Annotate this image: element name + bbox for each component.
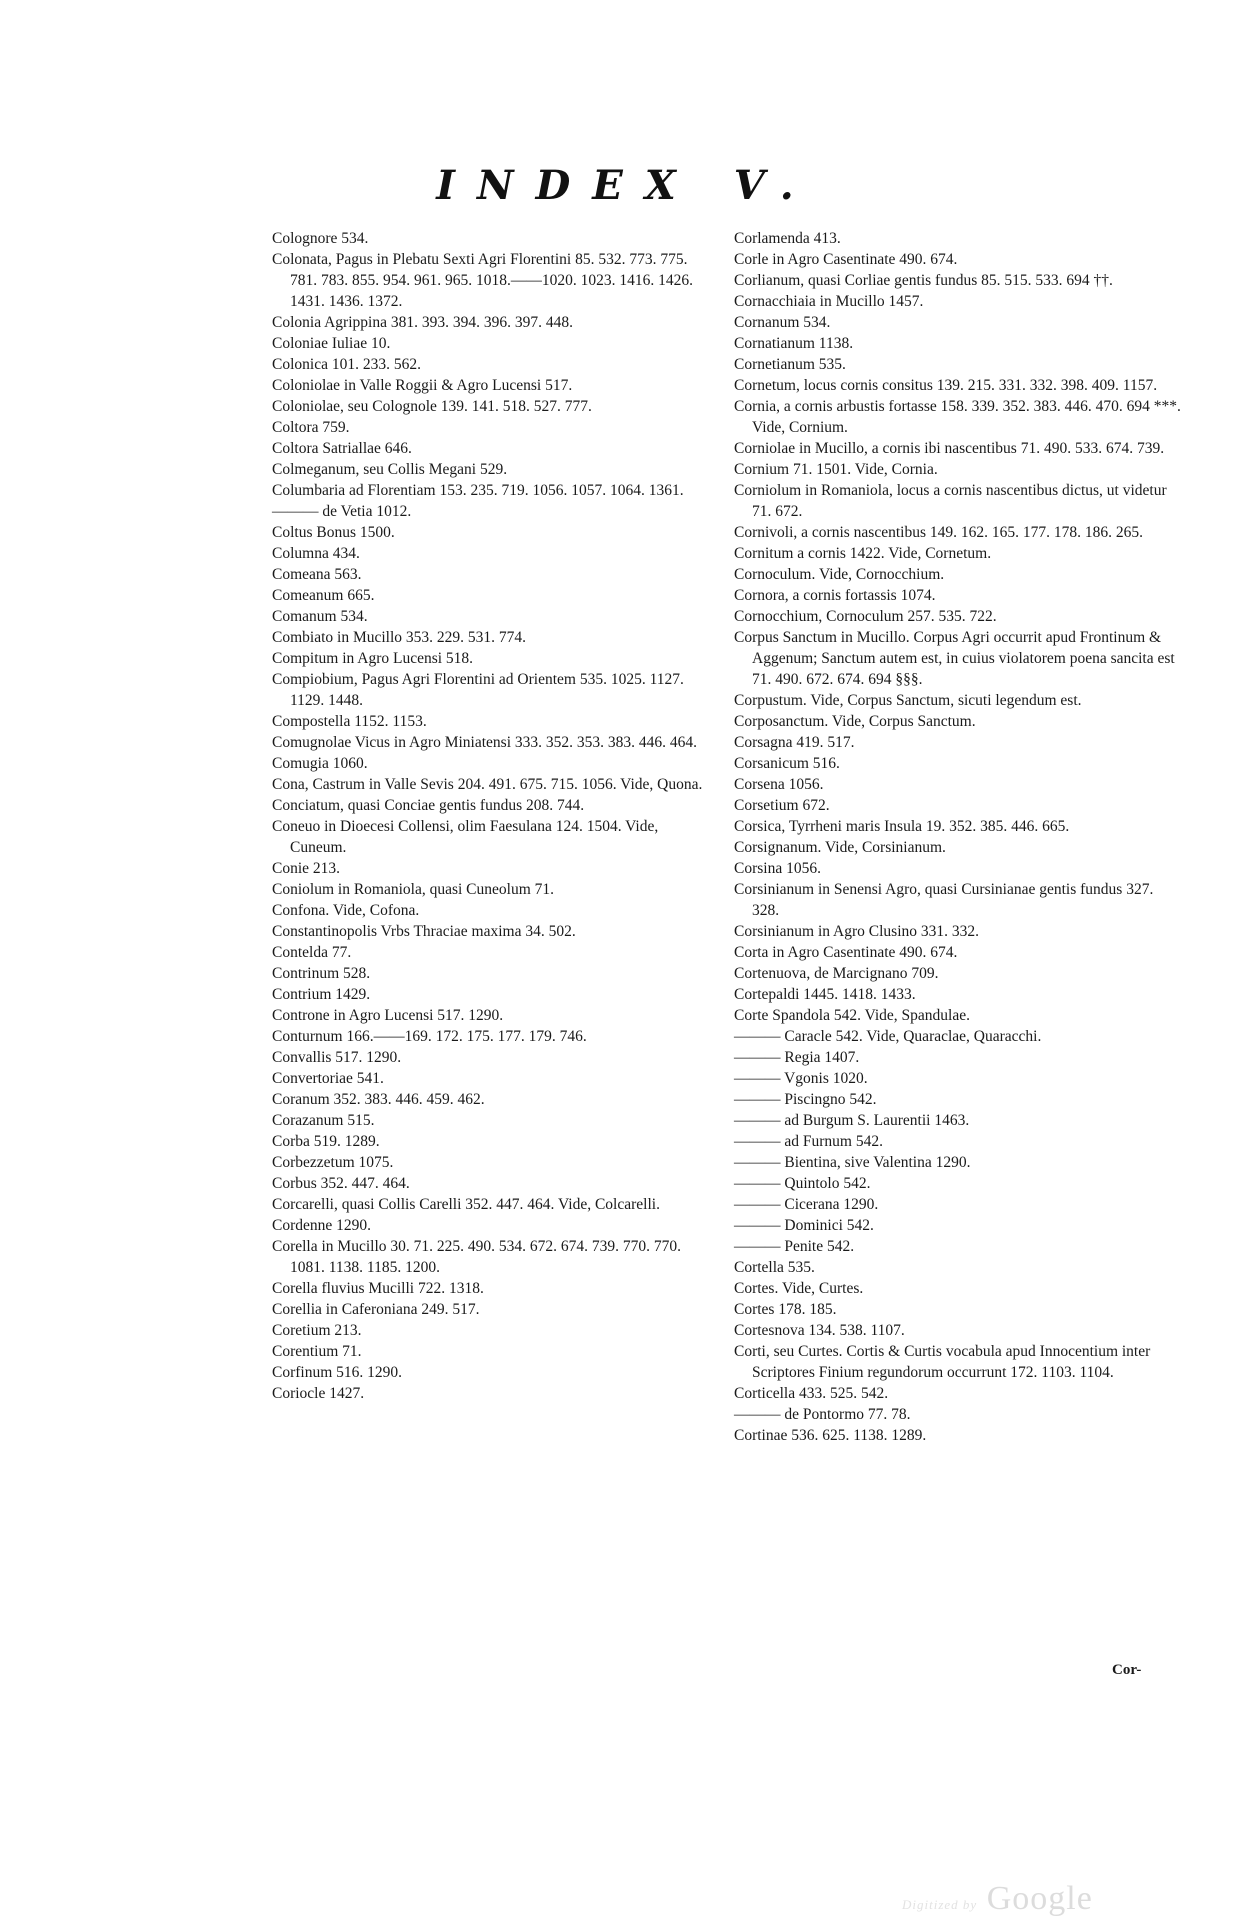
index-entry: Corella fluvius Mucilli 722. 1318. [272, 1280, 484, 1297]
index-entry: Cortesnova 134. 538. 1107. [734, 1322, 905, 1339]
index-entry: ——— Piscingno 542. [734, 1091, 877, 1108]
index-entry: Confona. Vide, Cofona. [272, 902, 420, 919]
index-entry: Corbus 352. 447. 464. [272, 1175, 410, 1192]
index-entry: Cortes 178. 185. [734, 1301, 837, 1318]
index-entry: Corniolum in Romaniola, locus a cornis nascentibus dictus, ut videtur 71. 672. [734, 482, 1167, 520]
index-entry: Cornetianum 535. [734, 356, 846, 373]
index-column-left [272, 228, 704, 1404]
index-entry: Coltora Satriallae 646. [272, 440, 412, 457]
index-entry: Compiobium, Pagus Agri Florentini ad Orientem 535. 1025. 1127. 1129. 1448. [272, 671, 684, 709]
index-entry: Cornitum a cornis 1422. Vide, Cornetum. [734, 545, 992, 562]
index-entry: ——— Quintolo 542. [734, 1175, 871, 1192]
index-entry: Contrium 1429. [272, 986, 371, 1003]
index-column-right [734, 228, 1184, 1446]
index-entry: Cortenuova, de Marcignano 709. [734, 965, 939, 982]
index-entry: Corsagna 419. 517. [734, 734, 855, 751]
index-entry: Corentium 71. [272, 1343, 362, 1360]
index-entry: Corsetium 672. [734, 797, 830, 814]
index-entry: Corba 519. 1289. [272, 1133, 380, 1150]
index-entry: Cortepaldi 1445. 1418. 1433. [734, 986, 916, 1003]
index-entry: ——— ad Burgum S. Laurentii 1463. [734, 1112, 970, 1129]
index-entry: Coriocle 1427. [272, 1385, 365, 1402]
index-entry: Corniolae in Mucillo, a cornis ibi nascentibus 71. 490. 533. 674. 739. [734, 440, 1165, 457]
index-entry: Cona, Castrum in Valle Sevis 204. 491. 675. 715. 1056. Vide, Quona. [272, 776, 703, 793]
index-entry: Conie 213. [272, 860, 341, 877]
index-entry: Colonia Agrippina 381. 393. 394. 396. 397. 448. [272, 314, 573, 331]
index-entry: Colonata, Pagus in Plebatu Sexti Agri Florentini 85. 532. 773. 775. 781. 783. 855. 954. 961. 965. 1018.——1020. 1023. 1416. 1426. 1431. 1436. 1372. [272, 251, 693, 310]
index-entry: Corle in Agro Casentinate 490. 674. [734, 251, 958, 268]
index-entry: Coniolum in Romaniola, quasi Cuneolum 71. [272, 881, 555, 898]
index-entry: Cornanum 534. [734, 314, 831, 331]
index-entry: Coranum 352. 383. 446. 459. 462. [272, 1091, 485, 1108]
watermark-name: Google [986, 1880, 1093, 1917]
index-entry: Cornora, a cornis fortassis 1074. [734, 587, 936, 604]
index-entry: Coretium 213. [272, 1322, 362, 1339]
index-entry: Convallis 517. 1290. [272, 1049, 402, 1066]
index-entry: Coltora 759. [272, 419, 350, 436]
index-entry: Compitum in Agro Lucensi 518. [272, 650, 474, 667]
index-entry: ——— Regia 1407. [734, 1049, 860, 1066]
index-entry: Coneuo in Dioecesi Collensi, olim Faesulana 124. 1504. Vide, Cuneum. [272, 818, 659, 856]
index-entry: Corbezzetum 1075. [272, 1154, 394, 1171]
index-entry: Colognore 534. [272, 230, 369, 247]
index-entry: Cornocchium, Cornoculum 257. 535. 722. [734, 608, 997, 625]
index-entry: Coloniae Iuliae 10. [272, 335, 391, 352]
index-entry: Corsignanum. Vide, Corsinianum. [734, 839, 946, 856]
index-entry: ——— Vgonis 1020. [734, 1070, 868, 1087]
index-entry: Controne in Agro Lucensi 517. 1290. [272, 1007, 504, 1024]
index-entry: Combiato in Mucillo 353. 229. 531. 774. [272, 629, 527, 646]
index-entry: Cortinae 536. 625. 1138. 1289. [734, 1427, 927, 1444]
index-entry: Cortella 535. [734, 1259, 815, 1276]
index-entry: Coloniolae in Valle Roggii & Agro Lucensi 517. [272, 377, 573, 394]
index-entry: ——— Bientina, sive Valentina 1290. [734, 1154, 971, 1171]
index-entry: Corlianum, quasi Corliae gentis fundus 85. 515. 533. 694 ††. [734, 272, 1113, 289]
index-entry: Corlamenda 413. [734, 230, 841, 247]
index-entry: Cortes. Vide, Curtes. [734, 1280, 864, 1297]
index-entry: Corte Spandola 542. Vide, Spandulae. [734, 1007, 970, 1024]
index-entry: Comugnolae Vicus in Agro Miniatensi 333. 352. 353. 383. 446. 464. [272, 734, 698, 751]
index-entry: Cordenne 1290. [272, 1217, 372, 1234]
index-entry: Coltus Bonus 1500. [272, 524, 395, 541]
index-entry: ——— de Vetia 1012. [272, 503, 412, 520]
index-entry: Compostella 1152. 1153. [272, 713, 427, 730]
index-entry: Corsena 1056. [734, 776, 824, 793]
index-entry: Comanum 534. [272, 608, 368, 625]
index-entry: Corazanum 515. [272, 1112, 375, 1129]
index-entry: Corella in Mucillo 30. 71. 225. 490. 534. 672. 674. 739. 770. 770. 1081. 1138. 1185. 1200. [272, 1238, 682, 1276]
index-entry: Comugia 1060. [272, 755, 368, 772]
index-entry: Columbaria ad Florentiam 153. 235. 719. 1056. 1057. 1064. 1361. [272, 482, 684, 499]
index-entry: Corsica, Tyrrheni maris Insula 19. 352. 385. 446. 665. [734, 818, 1070, 835]
digitized-watermark [902, 1880, 1093, 1918]
index-entry: Corsinianum in Senensi Agro, quasi Cursinianae gentis fundus 327. 328. [734, 881, 1154, 919]
index-entry: Coloniolae, seu Colognole 139. 141. 518. 527. 777. [272, 398, 592, 415]
index-entry: Corsina 1056. [734, 860, 821, 877]
watermark-prefix: Digitized by [902, 1897, 978, 1912]
index-entry: Colonica 101. 233. 562. [272, 356, 421, 373]
index-entry: Corposanctum. Vide, Corpus Sanctum. [734, 713, 976, 730]
index-entry: Cornatianum 1138. [734, 335, 854, 352]
index-entry: Corellia in Caferoniana 249. 517. [272, 1301, 480, 1318]
catchword: Cor- [1112, 1662, 1142, 1678]
index-entry: Cornoculum. Vide, Cornocchium. [734, 566, 945, 583]
index-entry: Conturnum 166.——169. 172. 175. 177. 179. 746. [272, 1028, 587, 1045]
index-entry: Comeana 563. [272, 566, 362, 583]
index-entry: ——— Caracle 542. Vide, Quaraclae, Quaracchi. [734, 1028, 1042, 1045]
index-entry: Cornium 71. 1501. Vide, Cornia. [734, 461, 938, 478]
index-entry: ——— de Pontormo 77. 78. [734, 1406, 911, 1423]
index-entry: Corta in Agro Casentinate 490. 674. [734, 944, 958, 961]
index-entry: Corfinum 516. 1290. [272, 1364, 403, 1381]
page-title: INDEX V. [436, 162, 816, 209]
index-entry: Corsanicum 516. [734, 755, 840, 772]
index-entry: Cornetum, locus cornis consitus 139. 215. 331. 332. 398. 409. 1157. [734, 377, 1158, 394]
index-entry: Corcarelli, quasi Collis Carelli 352. 447. 464. Vide, Colcarelli. [272, 1196, 660, 1213]
index-entry: ——— Dominici 542. [734, 1217, 874, 1234]
index-entry: Corsinianum in Agro Clusino 331. 332. [734, 923, 979, 940]
index-entry: Contelda 77. [272, 944, 352, 961]
index-entry: Comeanum 665. [272, 587, 375, 604]
index-entry: ——— ad Furnum 542. [734, 1133, 883, 1150]
index-entry: Convertoriae 541. [272, 1070, 384, 1087]
index-entry: Cornia, a cornis arbustis fortasse 158. 339. 352. 383. 446. 470. 694 ***. Vide, Cornium. [734, 398, 1181, 436]
index-entry: Corticella 433. 525. 542. [734, 1385, 889, 1402]
index-entry: Cornivoli, a cornis nascentibus 149. 162. 165. 177. 178. 186. 265. [734, 524, 1143, 541]
index-entry: ——— Cicerana 1290. [734, 1196, 879, 1213]
index-entry: Corpus Sanctum in Mucillo. Corpus Agri occurrit apud Frontinum & Aggenum; Sanctum autem est, in cuius violatorem poena sancita est 71. 490. 672. 674. 694 §§§. [734, 629, 1175, 688]
index-entry: Conciatum, quasi Conciae gentis fundus 208. 744. [272, 797, 585, 814]
index-entry: ——— Penite 542. [734, 1238, 855, 1255]
index-entry: Contrinum 528. [272, 965, 371, 982]
index-entry: Colmeganum, seu Collis Megani 529. [272, 461, 508, 478]
index-entry: Corpustum. Vide, Corpus Sanctum, sicuti legendum est. [734, 692, 1082, 709]
index-entry: Constantinopolis Vrbs Thraciae maxima 34. 502. [272, 923, 576, 940]
index-entry: Cornacchiaia in Mucillo 1457. [734, 293, 924, 310]
index-entry: Corti, seu Curtes. Cortis & Curtis vocabula apud Innocentium inter Scriptores Finium regundorum occurrunt 172. 1103. 1104. [734, 1343, 1151, 1381]
index-entry: Columna 434. [272, 545, 360, 562]
